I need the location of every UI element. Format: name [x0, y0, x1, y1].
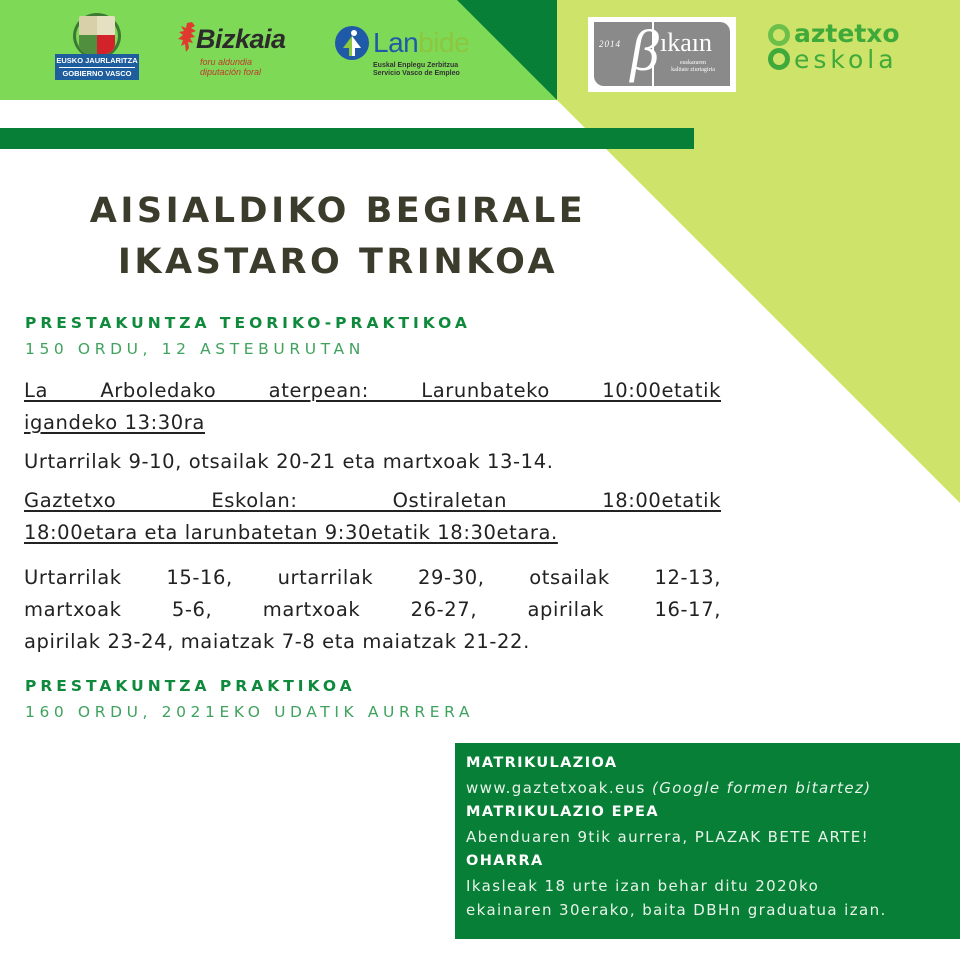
- lanbide-name-lan: Lan: [373, 27, 419, 58]
- lanbide-name-bide: bide: [418, 27, 470, 58]
- arrow-up-icon: [343, 30, 361, 56]
- gaztetxo-schedule: [24, 485, 721, 549]
- bikain-logo: [588, 17, 736, 92]
- registration-text: [466, 776, 960, 801]
- gaztetxo-dates: [24, 562, 721, 658]
- bikain-subtitle: [662, 60, 724, 74]
- oak-leaf-icon: [178, 22, 198, 52]
- bikain-beta-icon: β: [630, 18, 659, 83]
- theory-section-heading: PRESTAKUNTZA TEORIKO-PRAKTIKOA: [25, 314, 471, 332]
- practice-section-hours: 160 ORDU, 2021EKO UDATIK AURRERA: [25, 703, 475, 721]
- arboleda-schedule-line2: igandeko 13:30ra: [24, 411, 205, 434]
- note-text-line1: Ikasleak 18 urte izan behar ditu 2020ko: [466, 876, 820, 895]
- note-heading: OHARRA: [466, 853, 544, 869]
- gaztetxo-schedule-line1: Gaztetxo Eskolan: Ostiraletan 18:00etatik: [24, 489, 721, 512]
- bikain-year: 2014: [599, 39, 621, 49]
- bizkaia-sub-line2: diputación foral: [200, 67, 262, 77]
- registration-note: (Google formen bitartez): [651, 778, 872, 797]
- bikain-sub-line1: euskararen: [680, 60, 706, 66]
- registration-info-box: [455, 743, 960, 939]
- accent-bar: [0, 128, 694, 149]
- gaztetxo-name: aztetxo: [794, 19, 900, 48]
- theory-section-hours: 150 ORDU, 12 ASTEBURUTAN: [25, 340, 365, 358]
- page-title: [0, 186, 676, 288]
- arboleda-schedule-line1: La Arboledako aterpean: Larunbateko 10:00etatik: [24, 379, 721, 402]
- bizkaia-logo: [178, 20, 308, 80]
- gaztetxo-dates-line1: Urtarrilak 15-16, urtarrilak 29-30, otsailak 12-13,: [24, 566, 721, 589]
- logo-text-line2: GOBIERNO VASCO: [62, 69, 132, 78]
- practice-section-heading: PRESTAKUNTZA PRAKTIKOA: [25, 677, 356, 695]
- arboleda-schedule: [24, 375, 721, 439]
- bizkaia-name: Bizkaia: [196, 24, 286, 54]
- gaztetxo-eskola-logo: [768, 20, 928, 76]
- arboleda-dates: Urtarrilak 9-10, otsailak 20-21 eta martxoak 13-14.: [24, 450, 554, 473]
- coat-of-arms-icon: [79, 16, 115, 54]
- eusko-jaurlaritza-logo: [55, 16, 139, 80]
- note-text-line2: ekainaren 30erako, baita DBHn graduatua izan.: [466, 901, 887, 919]
- bikain-sub-line2: kalitate ziurtagiria: [671, 67, 715, 73]
- title-line1: AISIALDIKO BEGIRALE: [89, 191, 587, 231]
- logo-text-line1: EUSKO JAURLARITZA: [56, 56, 138, 65]
- eskola-name: eskola: [794, 45, 898, 74]
- bizkaia-subtitle: [200, 57, 261, 77]
- registration-heading: MATRIKULAZIOA: [466, 755, 618, 771]
- gaztetxo-dates-line3: apirilak 23-24, maiatzak 7-8 eta maiatzak 21-22.: [24, 630, 530, 653]
- bikain-name: ıkaın: [660, 28, 712, 57]
- eusko-jaurlaritza-label: [55, 54, 139, 80]
- registration-link[interactable]: www.gaztetxoak.eus: [466, 778, 646, 797]
- lanbide-logo: [335, 26, 475, 81]
- lanbide-sub-line2: Servicio Vasco de Empleo: [373, 70, 460, 77]
- registration-period-text: Abenduaren 9tik aurrera, PLAZAK BETE ARTE!: [466, 827, 870, 846]
- figure-eight-icon: [768, 22, 790, 72]
- lanbide-sub-line1: Euskal Enplegu Zerbitzua: [373, 62, 459, 69]
- lanbide-subtitle: [373, 62, 460, 78]
- registration-period-heading: MATRIKULAZIO EPEA: [466, 804, 659, 820]
- title-line2: IKASTARO TRINKOA: [117, 242, 559, 282]
- bizkaia-sub-line1: foru aldundia: [200, 57, 253, 67]
- gaztetxo-schedule-line2: 18:00etara eta larunbatetan 9:30etatik 18:30etara.: [24, 521, 558, 544]
- lanbide-name: [373, 26, 469, 60]
- gaztetxo-dates-line2: martxoak 5-6, martxoak 26-27, apirilak 16-17,: [24, 598, 721, 621]
